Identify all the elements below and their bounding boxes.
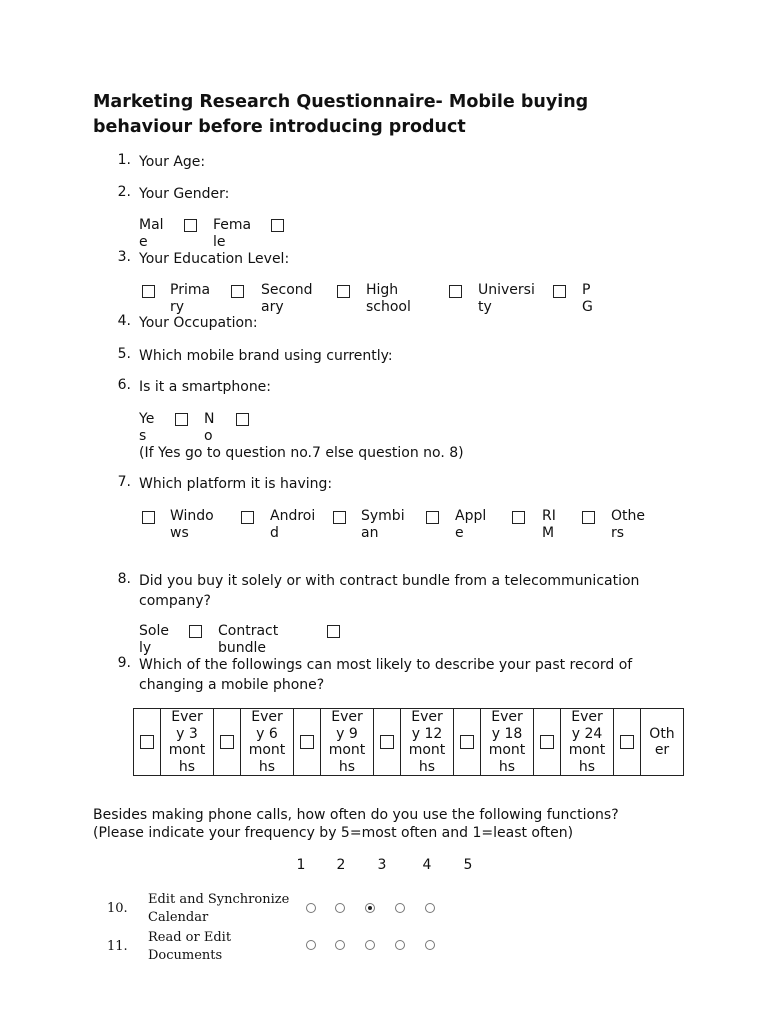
- platform-android-checkbox[interactable]: [241, 511, 254, 524]
- question-7-text: Which platform it is having:: [139, 476, 333, 492]
- page-title-line-1: Marketing Research Questionnaire- Mobile buying: [93, 92, 589, 112]
- purchase-option-contract-label: Contract bundle: [218, 623, 279, 656]
- table-cell: [614, 709, 641, 776]
- smartphone-option-no-label: N o: [204, 411, 215, 444]
- table-row: [134, 709, 684, 776]
- question-10-text-line-1: Edit and Synchronize: [148, 892, 290, 907]
- platform-windows-checkbox[interactable]: [142, 511, 155, 524]
- every-24-months-checkbox[interactable]: [540, 735, 554, 749]
- scale-label-4: 4: [422, 857, 432, 873]
- table-cell: [374, 709, 401, 776]
- gender-option-female-label: Fema le: [213, 217, 252, 250]
- question-9-number: 9.: [117, 655, 131, 671]
- q11-radio-5[interactable]: [425, 940, 435, 950]
- question-2-number: 2.: [117, 184, 131, 200]
- q11-radio-3[interactable]: [365, 940, 375, 950]
- q10-radio-4[interactable]: [395, 903, 405, 913]
- platform-option-windows-label: Windo ws: [170, 508, 214, 541]
- question-6-text: Is it a smartphone:: [139, 379, 272, 395]
- gender-option-male-label: Mal e: [139, 217, 164, 250]
- smartphone-yes-checkbox[interactable]: [175, 413, 188, 426]
- question-8-number: 8.: [117, 571, 131, 587]
- question-8-text-line-2: company?: [139, 593, 211, 609]
- question-5-number: 5.: [117, 346, 131, 362]
- every-18-months-label: Ever y 18 mont hs: [481, 709, 534, 776]
- smartphone-no-checkbox[interactable]: [236, 413, 249, 426]
- education-highschool-checkbox[interactable]: [337, 285, 350, 298]
- scale-label-5: 5: [463, 857, 473, 873]
- question-8-text-line-1: Did you buy it solely or with contract bundle from a telecommunication: [139, 573, 640, 589]
- q10-radio-1[interactable]: [306, 903, 316, 913]
- frequency-intro-line-2: (Please indicate your frequency by 5=most often and 1=least often): [93, 825, 574, 841]
- q11-radio-4[interactable]: [395, 940, 405, 950]
- table-cell: [294, 709, 321, 776]
- platform-option-rim-label: RI M: [542, 508, 556, 541]
- education-option-secondary-label: Second ary: [261, 282, 313, 315]
- q10-radio-5[interactable]: [425, 903, 435, 913]
- question-4-text: Your Occupation:: [139, 315, 258, 331]
- platform-option-symbian-label: Symbi an: [361, 508, 405, 541]
- question-11-text-line-2: Documents: [148, 948, 223, 963]
- education-option-highschool-label: High school: [366, 282, 411, 315]
- every-9-months-checkbox[interactable]: [300, 735, 314, 749]
- platform-symbian-checkbox[interactable]: [333, 511, 346, 524]
- other-interval-label: Oth er: [641, 709, 684, 776]
- question-10-text-line-2: Calendar: [148, 910, 209, 925]
- table-cell: [534, 709, 561, 776]
- question-10-number: 10.: [107, 901, 128, 916]
- question-9-text: [139, 655, 699, 695]
- question-10-text: [148, 891, 289, 927]
- phone-change-frequency-table: [133, 708, 684, 776]
- question-11-text-line-1: Read or Edit: [148, 930, 232, 945]
- education-option-university-label: Universi ty: [478, 282, 535, 315]
- every-12-months-checkbox[interactable]: [380, 735, 394, 749]
- every-3-months-label: Ever y 3 mont hs: [161, 709, 214, 776]
- scale-label-1: 1: [296, 857, 306, 873]
- every-3-months-checkbox[interactable]: [140, 735, 154, 749]
- platform-option-android-label: Androi d: [270, 508, 316, 541]
- q11-radio-2[interactable]: [335, 940, 345, 950]
- smartphone-option-yes-label: Ye s: [139, 411, 155, 444]
- purchase-option-solely-label: Sole ly: [139, 623, 169, 656]
- every-18-months-checkbox[interactable]: [460, 735, 474, 749]
- question-9-text-line-2: changing a mobile phone?: [139, 677, 325, 693]
- question-5-text: Which mobile brand using currently:: [139, 348, 393, 364]
- question-6-number: 6.: [117, 377, 131, 393]
- q11-radio-1[interactable]: [306, 940, 316, 950]
- gender-female-checkbox[interactable]: [271, 219, 284, 232]
- frequency-intro-line-1: Besides making phone calls, how often do you use the following functions?: [93, 807, 619, 823]
- table-cell: [454, 709, 481, 776]
- question-1-number: 1.: [117, 152, 131, 168]
- platform-rim-checkbox[interactable]: [512, 511, 525, 524]
- question-8-text: [139, 571, 699, 611]
- purchase-solely-checkbox[interactable]: [189, 625, 202, 638]
- platform-option-others-label: Othe rs: [611, 508, 645, 541]
- every-9-months-label: Ever y 9 mont hs: [321, 709, 374, 776]
- every-6-months-label: Ever y 6 mont hs: [241, 709, 294, 776]
- scale-label-2: 2: [336, 857, 346, 873]
- question-4-number: 4.: [117, 313, 131, 329]
- every-24-months-label: Ever y 24 mont hs: [561, 709, 614, 776]
- question-9-text-line-1: Which of the followings can most likely to describe your past record of: [139, 657, 633, 673]
- platform-others-checkbox[interactable]: [582, 511, 595, 524]
- table-cell: [214, 709, 241, 776]
- question-3-text: Your Education Level:: [139, 251, 290, 267]
- q10-radio-3[interactable]: [365, 903, 375, 913]
- q10-radio-2[interactable]: [335, 903, 345, 913]
- question-2-text: Your Gender:: [139, 186, 230, 202]
- every-12-months-label: Ever y 12 mont hs: [401, 709, 454, 776]
- purchase-contract-checkbox[interactable]: [327, 625, 340, 638]
- question-6-note: (If Yes go to question no.7 else question no. 8): [139, 445, 464, 461]
- education-secondary-checkbox[interactable]: [231, 285, 244, 298]
- frequency-intro: [93, 806, 619, 842]
- question-11-text: [148, 929, 231, 965]
- page-title-line-2: behaviour before introducing product: [93, 117, 466, 137]
- page-title: [93, 90, 693, 140]
- education-option-pg-label: P G: [582, 282, 593, 315]
- table-cell: [134, 709, 161, 776]
- every-6-months-checkbox[interactable]: [220, 735, 234, 749]
- question-7-number: 7.: [117, 474, 131, 490]
- education-option-primary-label: Prima ry: [170, 282, 211, 315]
- education-primary-checkbox[interactable]: [142, 285, 155, 298]
- question-11-number: 11.: [107, 939, 128, 954]
- platform-apple-checkbox[interactable]: [426, 511, 439, 524]
- question-1-text: Your Age:: [139, 154, 206, 170]
- scale-label-3: 3: [377, 857, 387, 873]
- education-pg-checkbox[interactable]: [553, 285, 566, 298]
- platform-option-apple-label: Appl e: [455, 508, 487, 541]
- education-university-checkbox[interactable]: [449, 285, 462, 298]
- other-interval-checkbox[interactable]: [620, 735, 634, 749]
- question-3-number: 3.: [117, 249, 131, 265]
- gender-male-checkbox[interactable]: [184, 219, 197, 232]
